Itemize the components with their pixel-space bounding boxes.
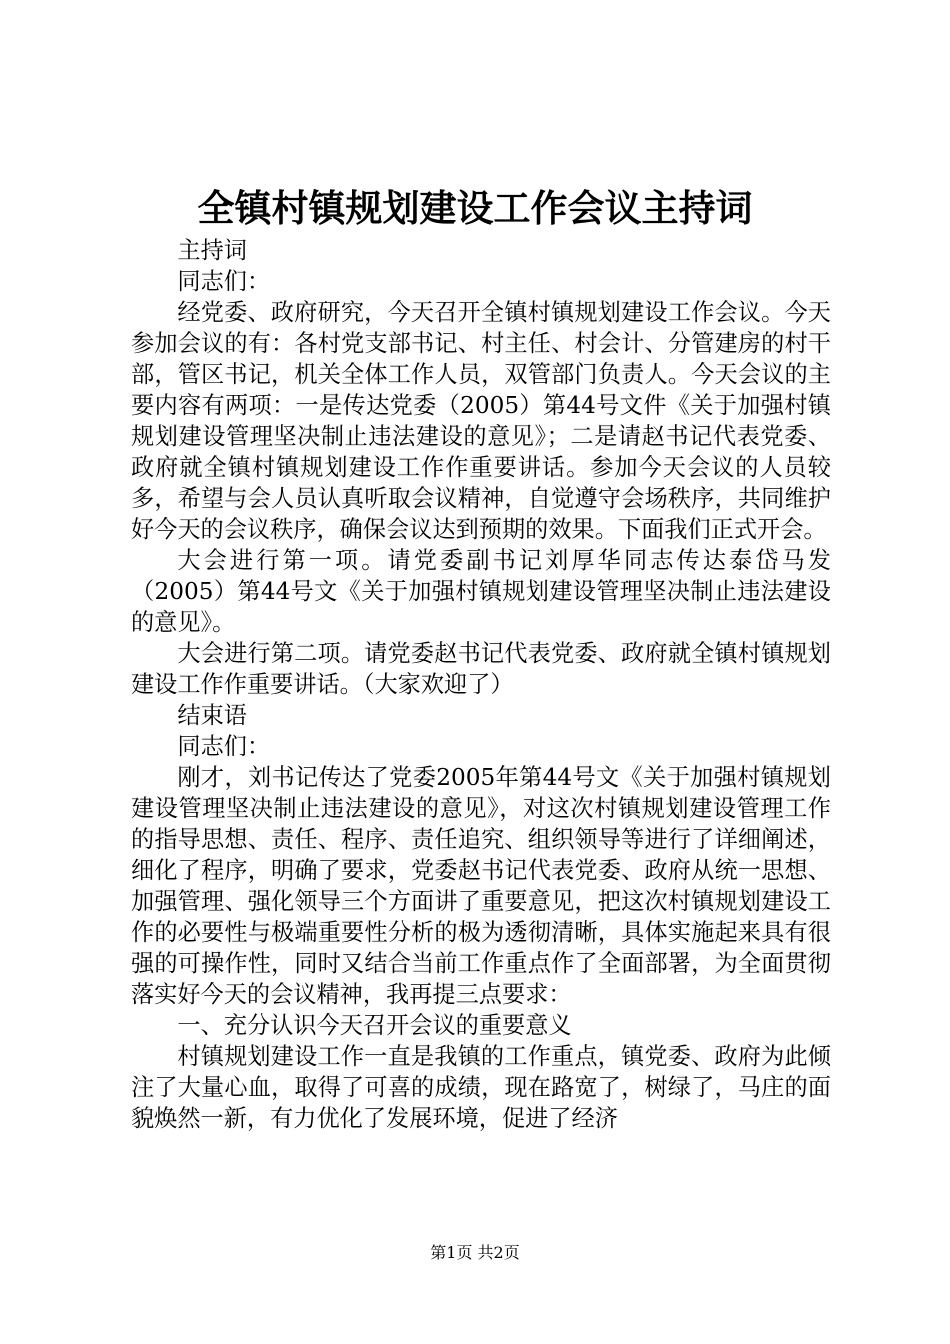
document-body — [131, 235, 831, 1134]
paragraph-opening: 经党委、政府研究，今天召开全镇村镇规划建设工作会议。今天参加会议的有：各村党支部书记、村主任、村会计、分管建房的村干部，管区书记，机关全体工作人员，双管部门负责人。今天会议的主要内容有两项：一是传达党委（2005）第44号文件《关于加强村镇规划建设管理坚决制止违法建设的意见》；二是请赵书记代表党委、政府就全镇村镇规划建设工作作重要讲话。参加今天会议的人员较多，希望与会人员认真听取会议精神，自觉遵守会场秩序，共同维护好今天的会议秩序，确保会议达到预期的效果。下面我们正式开会。 — [131, 299, 831, 543]
page-footer: 第1页 共2页 — [430, 1243, 520, 1262]
paragraph-salutation-closing: 同志们： — [177, 733, 271, 760]
paragraph-section-one-body: 村镇规划建设工作一直是我镇的工作重点，镇党委、政府为此倾注了大量心血，取得了可喜的成绩，现在路宽了，树绿了，马庄的面貌焕然一新，有力优化了发展环境，促进了经济 — [131, 1043, 831, 1132]
paragraph-heading-host-speech: 主持词 — [177, 237, 247, 264]
paragraph-salutation: 同志们： — [177, 268, 271, 295]
paragraph-heading-closing: 结束语 — [177, 702, 247, 729]
paragraph-section-one-heading: 一、充分认识今天召开会议的重要意义 — [177, 1012, 572, 1039]
paragraph-summary: 刚才，刘书记传达了党委2005年第44号文《关于加强村镇规划建设管理坚决制止违法建设的意见》，对这次村镇规划建设管理工作的指导思想、责任、程序、责任追究、组织领导等进行了详细阐述，细化了程序，明确了要求，党委赵书记代表党委、政府从统一思想、加强管理、强化领导三个方面讲了重要意见，把这次村镇规划建设工作的必要性与极端重要性分析的极为透彻清晰，具体实施起来具有很强的可操作性，同时又结合当前工作重点作了全面部署，为全面贯彻落实好今天的会议精神，我再提三点要求： — [131, 764, 831, 1008]
paragraph-item-one: 大会进行第一项。请党委副书记刘厚华同志传达泰岱马发（2005）第44号文《关于加强村镇规划建设管理坚决制止违法建设的意见》。 — [131, 547, 831, 636]
document-title: 全镇村镇规划建设工作会议主持词 — [197, 186, 753, 230]
paragraph-item-two: 大会进行第二项。请党委赵书记代表党委、政府就全镇村镇规划建设工作作重要讲话。（大家欢迎了） — [131, 640, 831, 698]
